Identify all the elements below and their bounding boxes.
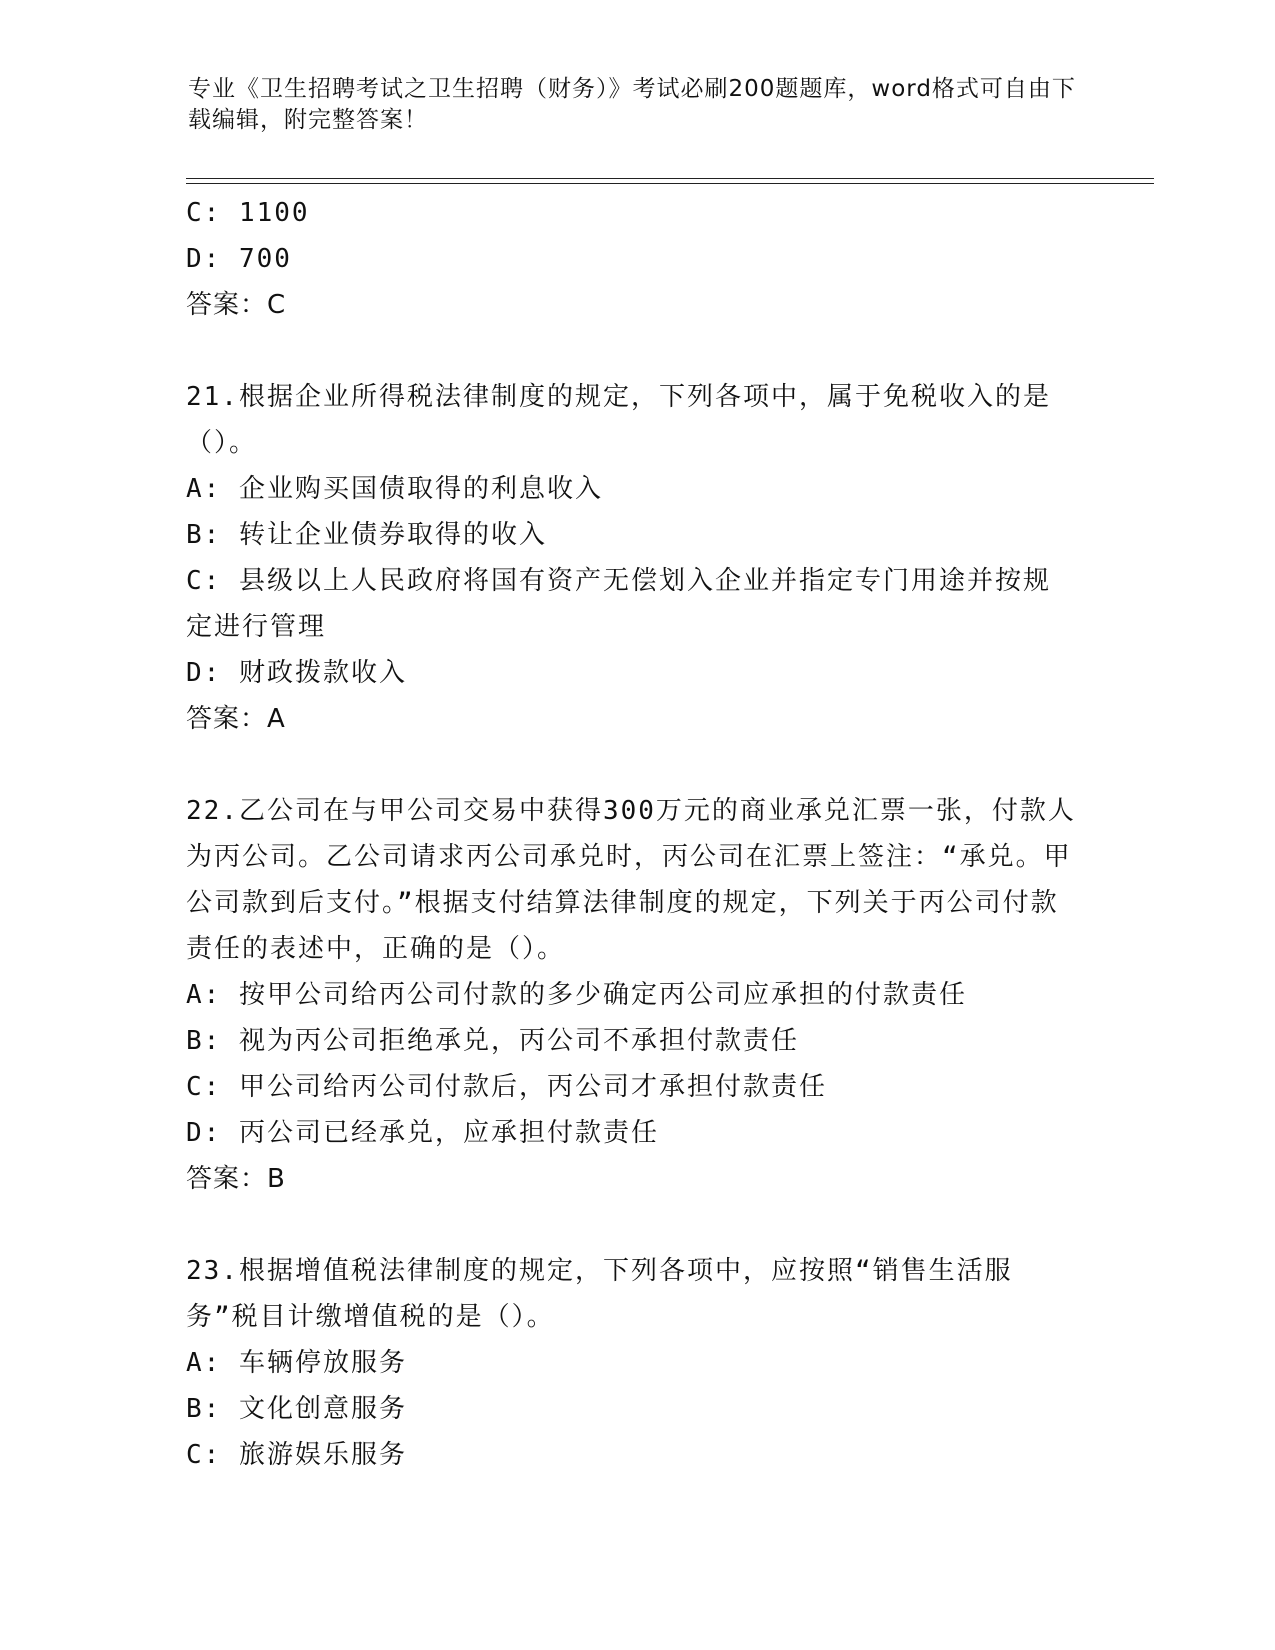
question-text: 23.根据增值税法律制度的规定，下列各项中，应按照“销售生活服务”税目计缴增值税的是（）。 (186, 1256, 1013, 1332)
header-rule-top (186, 178, 1154, 179)
option-b: B: 转让企业债券取得的收入 (186, 520, 547, 550)
question-text: 21.根据企业所得税法律制度的规定，下列各项中，属于免税收入的是（）。 (186, 382, 1051, 458)
option-b: B: 文化创意服务 (186, 1394, 407, 1424)
header-rule-bottom (186, 183, 1154, 184)
option-a: A: 按甲公司给丙公司付款的多少确定丙公司应承担的付款责任 (186, 980, 967, 1010)
question-text: 22.乙公司在与甲公司交易中获得300万元的商业承兑汇票一张，付款人为丙公司。乙公司请求丙公司承兑时，丙公司在汇票上签注：“承兑。甲公司款到后支付。”根据支付结算法律制度的规定，下列关于丙公司付款责任的表述中，正确的是（）。 (186, 796, 1076, 964)
option-b: B: 视为丙公司拒绝承兑，丙公司不承担付款责任 (186, 1026, 799, 1056)
answer: 答案：C (186, 290, 287, 320)
option-a: A: 车辆停放服务 (186, 1348, 407, 1378)
option-d: D: 700 (186, 244, 292, 274)
document-header: 专业《卫生招聘考试之卫生招聘（财务）》考试必刷200题题库，word格式可自由下载编辑，附完整答案！ (188, 76, 1076, 133)
option-a: A: 企业购买国债取得的利息收入 (186, 474, 603, 504)
option-c: C: 1100 (186, 198, 310, 228)
question-21 (186, 374, 1076, 742)
question-22 (186, 788, 1076, 1202)
question-23 (186, 1248, 1076, 1478)
question-content (186, 190, 1076, 1478)
option-d: D: 财政拨款收入 (186, 658, 407, 688)
option-d: D: 丙公司已经承兑，应承担付款责任 (186, 1118, 659, 1148)
prev-question-block (186, 190, 1076, 328)
option-c: C: 县级以上人民政府将国有资产无偿划入企业并指定专门用途并按规定进行管理 (186, 566, 1051, 642)
option-c: C: 旅游娱乐服务 (186, 1440, 407, 1470)
answer: 答案：A (186, 704, 286, 734)
answer: 答案：B (186, 1164, 286, 1194)
option-c: C: 甲公司给丙公司付款后，丙公司才承担付款责任 (186, 1072, 827, 1102)
